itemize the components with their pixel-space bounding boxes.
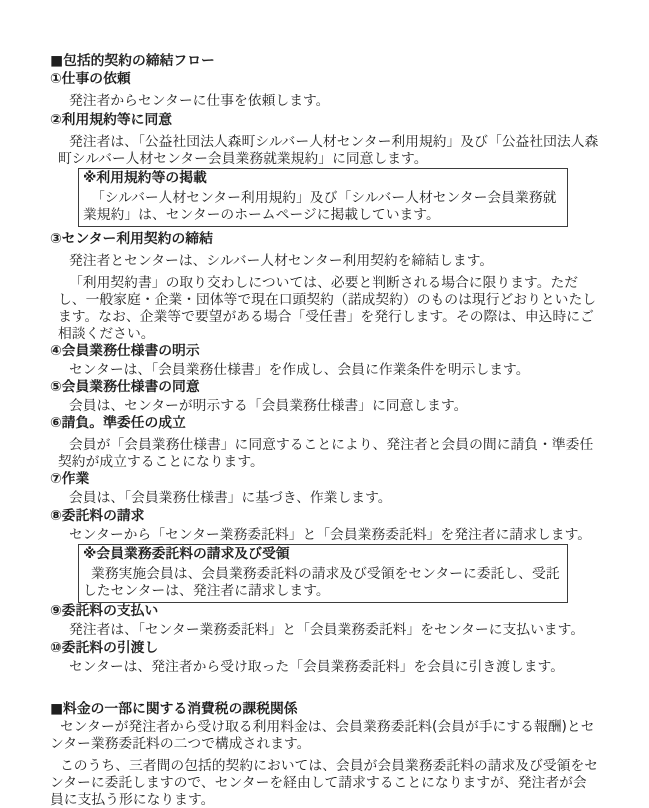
flow-item-4 [50,343,599,379]
flow-section [50,53,599,676]
flow-section-title: ■包括的契約の締結フロー [50,53,215,69]
tax-paragraph-1: センターが発注者から受け取る利用料金は、会員業務委託料(会員が手にする報酬)とセンター業務委託料の二つで構成されます。 [50,719,595,752]
flow-item-6-heading: ⑥請負。準委任の成立 [50,415,186,431]
flow-item-2-heading: ②利用規約等に同意 [50,112,173,128]
terms-note-box [78,168,568,227]
flow-item-3 [50,231,599,343]
flow-item-1-heading: ①仕事の依頼 [50,71,131,87]
flow-item-8 [50,508,599,603]
flow-item-1 [50,71,599,110]
flow-item-7 [50,471,599,507]
flow-item-3-paragraph-2: 「利用契約書」の取り交わしについては、必要と判断される場合に限ります。ただし、一般家庭・企業・団体等で現在口頭契約（諾成契約）のものは現行どおりといたします。なお、企業等で要望がある場合「受任書」を発行します。その際は、申込時にご相談ください。 [58,275,597,342]
flow-item-5 [50,379,599,415]
flow-item-10-heading: ⑩委託料の引渡し [50,640,159,656]
fee-note-box-body: 業務実施会員は、会員業務委託料の請求及び受領をセンターに委託し、受託したセンターは、発注者に請求します。 [83,566,560,599]
flow-item-2 [50,112,599,227]
flow-item-8-paragraph: センターから「センター業務委託料」と「会員業務委託料」を発注者に請求します。 [69,527,592,543]
flow-item-5-heading: ⑤会員業務仕様書の同意 [50,379,200,395]
flow-item-9 [50,603,599,639]
terms-note-box-body: 「シルバー人材センター利用規約」及び「シルバー人材センター会員業務就業規約」は、センターのホームページに掲載しています。 [83,190,557,223]
flow-item-10-paragraph: センターは、発注者から受け取った「会員業務委託料」を会員に引き渡します。 [69,659,565,675]
terms-note-box-title: ※利用規約等の掲載 [83,170,207,186]
flow-item-7-paragraph: 会員は、「会員業務仕様書」に基づき、作業します。 [69,490,392,506]
flow-item-7-heading: ⑦作業 [50,471,90,487]
flow-item-5-paragraph: 会員は、センターが明示する「会員業務仕様書」に同意します。 [69,398,468,414]
tax-section [50,701,599,808]
flow-item-4-paragraph: センターは、「会員業務仕様書」を作成し、会員に作業条件を明示します。 [69,362,530,378]
flow-item-6 [50,415,599,471]
flow-item-3-paragraph-1: 発注者とセンターは、シルバー人材センター利用契約を締結します。 [69,253,494,269]
flow-item-1-paragraph: 発注者からセンターに仕事を依頼します。 [69,93,330,109]
flow-item-2-paragraph: 発注者は、「公益社団法人森町シルバー人材センター利用規約」及び「公益社団法人森町シルバー人材センター会員業務就業規約」に同意します。 [58,134,599,167]
tax-paragraph-2: このうち、三者間の包括的契約においては、会員が会員業務委託料の請求及び受領をセンターに委託しますので、センターを経由して請求することになりますが、発注者が会員に支払う形になります。 [50,758,599,808]
flow-item-3-heading: ③センター利用契約の締結 [50,231,213,247]
flow-item-9-heading: ⑨委託料の支払い [50,603,159,619]
flow-item-6-paragraph: 会員が「会員業務仕様書」に同意することにより、発注者と会員の間に請負・準委任契約が成立することになります。 [58,437,594,470]
flow-item-9-paragraph: 発注者は、「センター業務委託料」と「会員業務委託料」をセンターに支払います。 [69,622,585,638]
tax-section-title: ■料金の一部に関する消費税の課税関係 [50,701,298,717]
flow-item-4-heading: ④会員業務仕様書の明示 [50,343,200,359]
fee-note-box-title: ※会員業務委託料の請求及び受領 [83,546,290,562]
flow-item-8-heading: ⑧委託料の請求 [50,508,145,524]
flow-item-10 [50,640,599,676]
fee-note-box [78,544,568,603]
